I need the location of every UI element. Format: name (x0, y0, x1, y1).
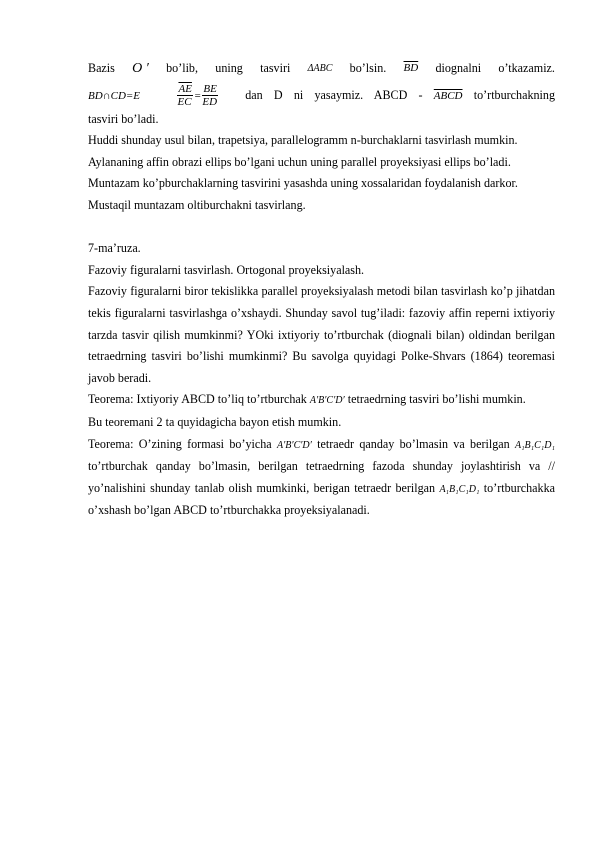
paragraph-regular-polygons: Muntazam ko’pburchaklarning tasvirini yasashda uning xossalaridan foydalanish darkor. (88, 176, 518, 191)
paragraph-ellipse: Aylananing affin obrazi ellips bo’lgani uchun uning parallel proyeksiyasi ellips bo’ladi. (88, 154, 511, 169)
math-fraction-ae-ec (177, 83, 192, 108)
text-run: tetraedrning tasviri bo’lishi mumkin. (347, 392, 526, 407)
paragraph-trapezoid: Huddi shunday usul bilan, trapetsiya, parallelogramm n-burchaklarni tasvirlash mumkin. (88, 133, 518, 148)
math-tetrahedron: A′B′C′D′ (276, 439, 312, 451)
text-word: tasviri (260, 61, 291, 75)
paragraph-spatial-figures: Fazoviy figuralarni biror tekislikka parallel proyeksiyalash metodi bilan tasvirlash ko’p jihatdan tekis figuralarni tasvirlashga o’xshaydi. Shunday savol tug’iladi: fazoviy affin reperni ixtiyoriy tarzda tasvir qilish mumkinmi? YOki ixtiyoriy to’rtburchak (diognali bilan) oldindan berilgan tetraedrning tasviri bo’lishi mumkinmi? Bu savolga quyidagi Polke-Shvars (1864) teoremasi javob beradi. (88, 284, 555, 385)
text-run: tasviri bo’ladi. (88, 111, 159, 126)
paragraph-theorem-1 (88, 389, 555, 412)
text-word: o’tkazamiz. (498, 61, 555, 75)
text-run: to’rtburchak qanday bo’lmasin, berilgan tetraedrning fazoda shunday joylashtirish va // yo’nalishini shunday tanlab olish mumkinki, berigan tetraedr berilgan (88, 459, 555, 495)
text-run: dan D ni yasaymiz. ABCD - (245, 87, 423, 102)
math-quadrilateral-a1: A₁B₁C₁D₁ (514, 439, 555, 451)
fraction-denominator: ED (202, 96, 218, 109)
math-tetrahedron: A′B′C′D′ (309, 395, 345, 407)
paragraph-basis (88, 58, 555, 80)
fraction-numerator: BE (203, 83, 217, 96)
math-quadrilateral-a1: A₁B₁C₁D₁ (439, 483, 480, 495)
math-fraction-be-ed (202, 83, 217, 108)
text-run: Teorema: O’zining formasi bo’yicha (88, 436, 272, 451)
lecture-topic: Fazoviy figuralarni tasvirlash. Ortogonal proyeksiyalash. (88, 262, 365, 277)
paragraph-exercise: Mustaqil muntazam oltiburchakni tasvirlang. (88, 197, 306, 212)
paragraph-basis-end (88, 109, 555, 131)
math-intersection: BD∩CD=E (88, 89, 141, 102)
math-bd: $\overline{BD}$ (403, 62, 419, 74)
text-word: bo’lsin. (349, 61, 387, 75)
fraction-numerator: $\overline{AE}$ (178, 83, 192, 96)
math-triangle-abc: ΔABC (307, 63, 333, 74)
text-word: bo’lib, (166, 61, 199, 75)
math-equals: = (193, 89, 202, 102)
text-word: to’rtburchakning (473, 87, 556, 102)
fraction-denominator: EC (177, 96, 192, 109)
lecture-heading: 7-ma’ruza. (88, 241, 141, 256)
text-run: tetraedr qanday bo’lmasin va berilgan (317, 436, 510, 451)
document-body (88, 58, 555, 522)
text-word: diognalni (435, 61, 482, 75)
math-o-prime: O ′ (132, 61, 149, 76)
paragraph-theorem-2 (88, 434, 555, 522)
text-word: Bazis (88, 61, 115, 75)
text-run: to’rtburchakka o’xshash bo’lgan ABCD to’rtburchakka proyeksiyalanadi. (88, 480, 555, 518)
math-abcd: ABCD (433, 89, 463, 102)
blank-line (88, 217, 555, 239)
paragraph-basis-cont (88, 82, 555, 109)
text-word: uning (215, 61, 243, 75)
text-run: Teorema: Ixtiyoriy ABCD to’liq to’rtburchak (88, 392, 307, 407)
paragraph-theorem-note: Bu teoremani 2 ta quyidagicha bayon etish mumkin. (88, 414, 342, 429)
